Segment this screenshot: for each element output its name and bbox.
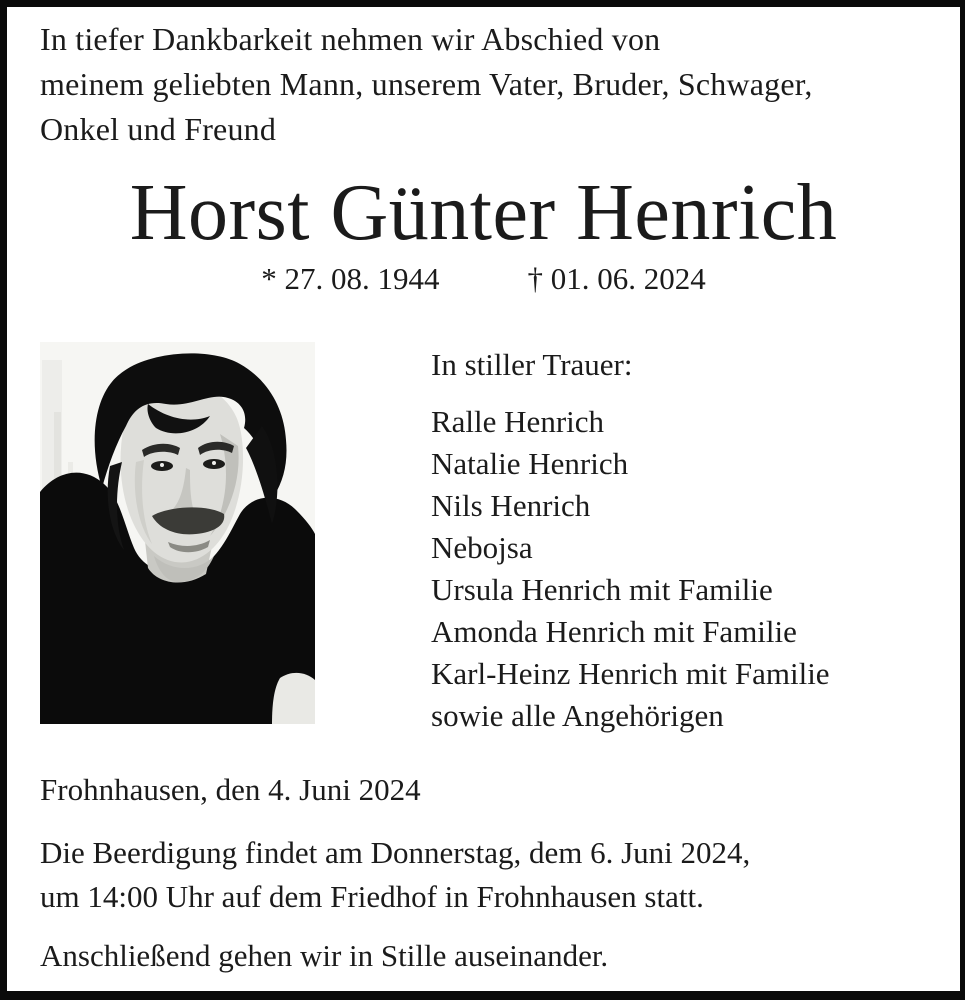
list-item: Amonda Henrich mit Familie <box>431 614 797 649</box>
intro-line-1: In tiefer Dankbarkeit nehmen wir Abschied von <box>40 21 661 57</box>
list-item: Nebojsa <box>431 530 533 565</box>
funeral-line-2: um 14:00 Uhr auf dem Friedhof in Frohnhausen statt. <box>40 879 704 914</box>
intro-text <box>40 17 813 152</box>
mourners-list <box>431 401 830 737</box>
funeral-line-1: Die Beerdigung findet am Donnerstag, dem 6. Juni 2024, <box>40 835 751 870</box>
portrait-illustration <box>40 342 315 724</box>
condolence-header: In stiller Trauer: <box>431 347 633 382</box>
portrait-photo <box>40 342 315 724</box>
list-item: Karl-Heinz Henrich mit Familie <box>431 656 830 691</box>
mourners-section <box>431 343 830 737</box>
intro-line-3: Onkel und Freund <box>40 111 277 147</box>
place-and-date: Frohnhausen, den 4. Juni 2024 <box>40 772 421 807</box>
death-date: † 01. 06. 2024 <box>527 261 706 296</box>
list-item: Natalie Henrich <box>431 446 629 481</box>
intro-line-2: meinem geliebten Mann, unserem Vater, Bruder, Schwager, <box>40 66 813 102</box>
life-dates <box>7 259 960 299</box>
deceased-name: Horst Günter Henrich <box>129 169 838 257</box>
birth-date: * 27. 08. 1944 <box>261 261 440 296</box>
list-item: Nils Henrich <box>431 488 591 523</box>
funeral-info <box>40 831 750 919</box>
list-item: sowie alle Angehörigen <box>431 698 724 733</box>
list-item: Ralle Henrich <box>431 404 605 439</box>
list-item: Ursula Henrich mit Familie <box>431 572 773 607</box>
closing-line: Anschließend gehen wir in Stille auseinander. <box>40 938 609 973</box>
